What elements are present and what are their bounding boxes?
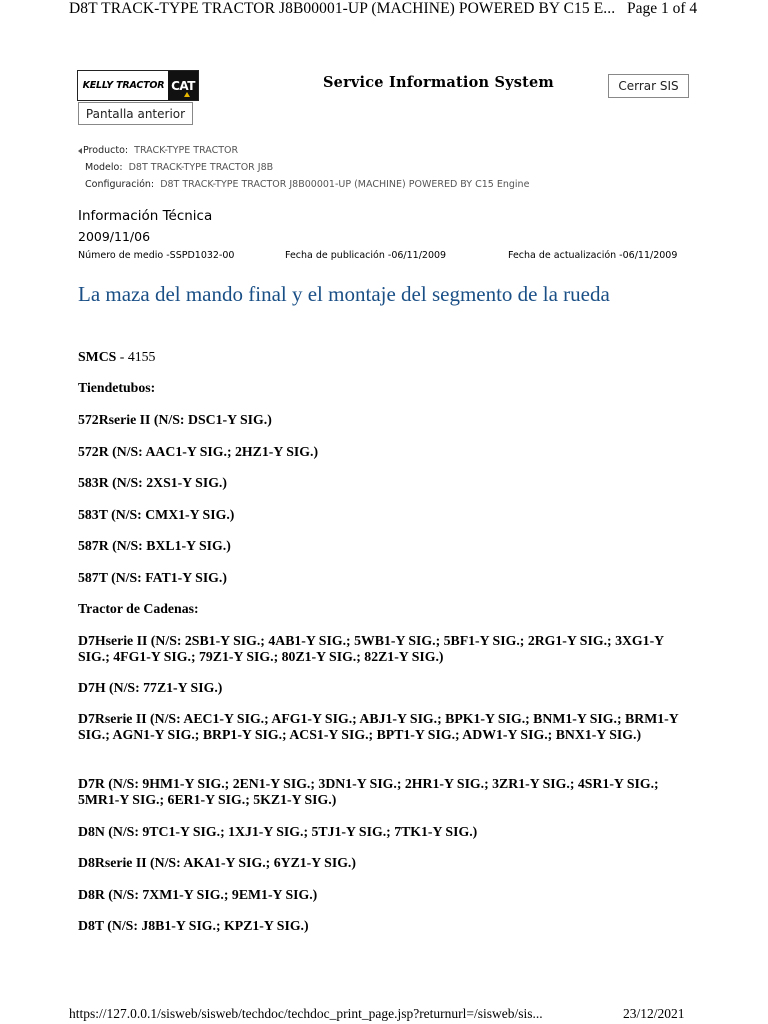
tech-info-date: 2009/11/06 xyxy=(78,229,151,244)
breadcrumb-config xyxy=(85,179,529,190)
publish-date: Fecha de publicación -06/11/2009 xyxy=(285,250,447,261)
paragraph: D8R (N/S: 7XM1-Y SIG.; 9EM1-Y SIG.) xyxy=(78,887,318,902)
paragraph: 572Rserie II (N/S: DSC1-Y SIG.) xyxy=(78,412,272,427)
close-sis-button[interactable]: Cerrar SIS xyxy=(608,74,689,98)
paragraph: 572R (N/S: AAC1-Y SIG.; 2HZ1-Y SIG.) xyxy=(78,444,319,459)
breadcrumb-product-label: Producto: xyxy=(83,145,129,156)
logo-kelly-text: KELLY TRACTOR xyxy=(82,80,165,91)
page-indicator: Page 1 of 4 xyxy=(627,0,698,17)
back-arrow-icon[interactable] xyxy=(78,148,82,154)
smcs-value: - 4155 xyxy=(119,349,156,364)
paragraph: D7Rserie II (N/S: AEC1-Y SIG.; AFG1-Y SIG.; ABJ1-Y SIG.; BPK1-Y SIG.; BNM1-Y SIG.; BRM1-Y SIG.; AGN1-Y SIG.; BRP1-Y SIG.; ACS1-Y SIG.; BPT1-Y SIG.; ADW1-Y SIG.; BNX1-Y SIG.) xyxy=(78,711,679,742)
paragraph: Tractor de Cadenas: xyxy=(78,601,199,616)
article-title: La maza del mando final y el montaje del segmento de la rueda xyxy=(78,282,610,306)
cat-triangle-icon xyxy=(184,92,190,97)
breadcrumb-config-label: Configuración: xyxy=(85,179,155,190)
print-header-title: D8T TRACK-TYPE TRACTOR J8B00001-UP (MACHINE) POWERED BY C15 E... xyxy=(69,0,616,17)
paragraph: Tiendetubos: xyxy=(78,380,156,395)
paragraph: D7R (N/S: 9HM1-Y SIG.; 2EN1-Y SIG.; 3DN1-Y SIG.; 2HR1-Y SIG.; 3ZR1-Y SIG.; 4SR1-Y SIG.; 5MR1-Y SIG.; 6ER1-Y SIG.; 5KZ1-Y SIG.) xyxy=(78,776,659,807)
media-number: Número de medio -SSPD1032-00 xyxy=(78,250,235,261)
paragraph: D7Hserie II (N/S: 2SB1-Y SIG.; 4AB1-Y SIG.; 5WB1-Y SIG.; 5BF1-Y SIG.; 2RG1-Y SIG.; 3XG1-Y SIG.; 4FG1-Y SIG.; 79Z1-Y SIG.; 80Z1-Y SIG.; 82Z1-Y SIG.) xyxy=(78,633,664,664)
tech-info-heading: Información Técnica xyxy=(78,208,213,224)
smcs-line xyxy=(78,349,693,365)
cat-logo-icon xyxy=(168,71,198,100)
breadcrumb-model-label: Modelo: xyxy=(85,162,123,173)
breadcrumb-model-value: D8T TRACK-TYPE TRACTOR J8B xyxy=(128,162,274,173)
print-footer-url: https://127.0.0.1/sisweb/sisweb/techdoc/techdoc_print_page.jsp?returnurl=/sisweb/sis... xyxy=(69,1006,543,1021)
breadcrumb-model xyxy=(85,162,273,173)
paragraph: 583R (N/S: 2XS1-Y SIG.) xyxy=(78,475,227,490)
breadcrumb-config-value: D8T TRACK-TYPE TRACTOR J8B00001-UP (MACHINE) POWERED BY C15 Engine xyxy=(160,179,530,190)
paragraph: D8Rserie II (N/S: AKA1-Y SIG.; 6YZ1-Y SIG.) xyxy=(78,855,356,870)
kelly-tractor-cat-logo xyxy=(77,70,199,101)
paragraph: D8T (N/S: J8B1-Y SIG.; KPZ1-Y SIG.) xyxy=(78,918,309,933)
paragraph: D8N (N/S: 9TC1-Y SIG.; 1XJ1-Y SIG.; 5TJ1-Y SIG.; 7TK1-Y SIG.) xyxy=(78,824,478,839)
update-date: Fecha de actualización -06/11/2009 xyxy=(508,250,678,261)
paragraph: 587T (N/S: FAT1-Y SIG.) xyxy=(78,570,227,585)
paragraph: D7H (N/S: 77Z1-Y SIG.) xyxy=(78,680,223,695)
breadcrumb-product-value: TRACK-TYPE TRACTOR xyxy=(134,145,239,156)
smcs-label: SMCS xyxy=(78,349,117,364)
breadcrumb-product xyxy=(78,145,238,156)
previous-screen-button[interactable]: Pantalla anterior xyxy=(78,102,193,125)
paragraph: 587R (N/S: BXL1-Y SIG.) xyxy=(78,538,231,553)
sis-title: Service Information System xyxy=(323,74,554,91)
paragraph: 583T (N/S: CMX1-Y SIG.) xyxy=(78,507,235,522)
logo-cat-text: CAT xyxy=(171,78,195,93)
print-footer-date: 23/12/2021 xyxy=(623,1006,685,1021)
